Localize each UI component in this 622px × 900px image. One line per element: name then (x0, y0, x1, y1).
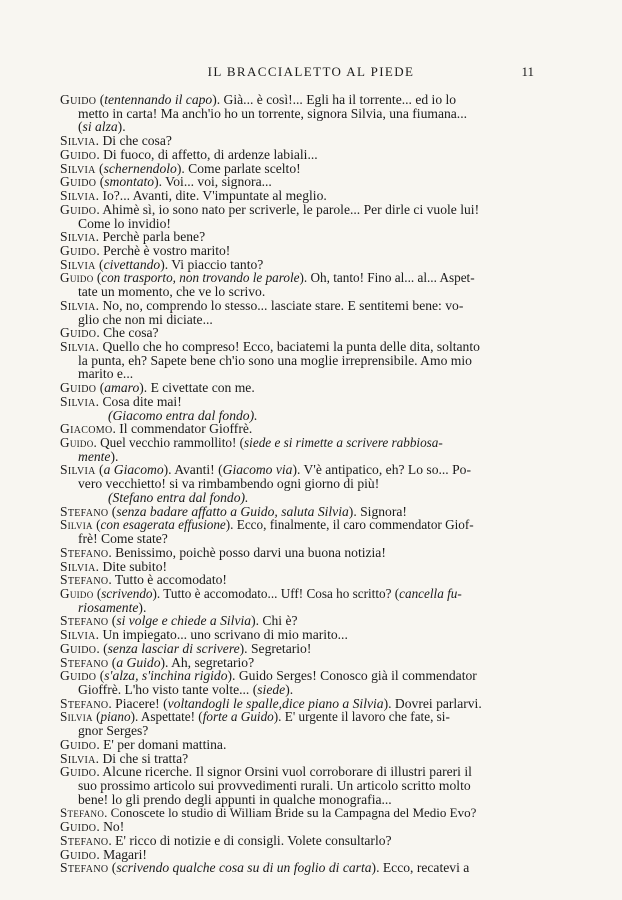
dialogue-run: . E' per domani mattina. (96, 736, 227, 752)
dialogue-run: . Ahimè sì, io sono nato per scriverle, le parole... Per dirle ci vuole lui! (96, 201, 480, 217)
stage-direction: si volge e chiede a Silvia (116, 613, 252, 629)
dialogue-run: ( (93, 270, 102, 286)
dialogue-run: ). (138, 599, 147, 615)
dialogue-run: ( (108, 503, 117, 519)
running-title: IL BRACCIALETTO AL PIEDE (207, 64, 415, 79)
dialogue-run: la punta, eh? Sapete bene ch'io sono una moglie irreprensibile. Amo mio (78, 352, 472, 368)
stage-direction: piano (100, 709, 131, 725)
stage-direction: tentennando il capo (104, 92, 213, 107)
stage-direction: riosamente (78, 599, 139, 615)
dialogue-run: . Il commendator Gioffrè. (112, 421, 253, 437)
dialogue-run: suo prossimo articolo sui provvedimenti rurali. Un articolo scritto molto (78, 778, 471, 793)
dialogue-run: ( (96, 92, 105, 107)
dialogue-run: ). Avanti! ( (163, 462, 223, 478)
dialogue-run: . Che cosa? (96, 325, 159, 341)
stage-direction: voltandogli le spalle,dice piano a Silvia (167, 695, 384, 711)
dialogue-run: Come lo invidio! (78, 215, 171, 231)
text-line (78, 106, 467, 122)
dialogue-run: ). Guido Serges! Conosco già il commendator (227, 668, 477, 684)
dialogue-run: . Dite subito! (95, 558, 168, 574)
speaker-name: Stefano (60, 544, 109, 560)
dialogue-run: ). Ecco, recatevi a (371, 860, 470, 876)
speaker-name: Silvia (60, 297, 96, 313)
stage-direction: siede e si rimette a scrivere rabbiosa- (244, 435, 443, 450)
dialogue-run: . Un impiegato... uno scrivano di mio marito... (95, 627, 348, 643)
dialogue-run: . ( (96, 640, 108, 656)
speaker-name: Stefano (60, 654, 109, 670)
dialogue-run: . Piacere! ( (108, 695, 168, 711)
dialogue-run: ( (96, 174, 105, 190)
dialogue-run: . E' ricco di notizie e di consigli. Volete consultarlo? (108, 832, 392, 848)
dialogue-run: . Perchè parla bene? (95, 229, 206, 245)
dialogue-run: ). Ah, segretario? (160, 654, 255, 670)
text-line (60, 860, 469, 876)
speaker-name: Silvia (60, 160, 96, 176)
dialogue-run: ). (285, 682, 294, 697)
dialogue-run: . Conoscete lo studio di William Bride su la Campagna del Medio Evo? (104, 805, 477, 821)
speaker-name: Silvia (60, 339, 96, 354)
stage-direction: scrivendo qualche cosa su di un foglio di carta (116, 860, 372, 876)
speaker-name: Giacomo (60, 421, 113, 437)
stage-direction: con trasporto, non trovando le parole (101, 270, 300, 286)
stage-direction: schernendolo (103, 160, 177, 176)
stage-direction: senza badare affatto a Guido, saluta Silvia (116, 503, 349, 519)
speaker-name: Guido (60, 819, 97, 835)
speaker-name: Guido (60, 668, 97, 684)
dialogue-run: ). Oh, tanto! Fino al... al... Aspet- (299, 270, 475, 286)
dialogue-run: . Cosa dite mai! (95, 393, 182, 409)
speaker-name: Stefano (60, 503, 109, 519)
dialogue-run: ). E civettate con me. (139, 380, 255, 396)
speaker-name: Guido (60, 92, 97, 107)
stage-direction: cancella fu- (399, 585, 462, 601)
speaker-name: Silvia (60, 750, 96, 766)
stage-direction: s'alza, s'inchina rigido (104, 668, 228, 684)
stage-direction: a Giacomo (103, 462, 164, 478)
dialogue-run: ). Dovrei parlarvi. (383, 695, 482, 711)
dialogue-run: . Quello che ho compreso! Ecco, baciatemi la punta delle dita, soltanto (95, 339, 480, 354)
speaker-name: Silvia (60, 188, 96, 203)
speaker-name: Silvia (60, 462, 96, 478)
dialogue-run: . Benissimo, poichè posso darvi una buona notizia! (108, 544, 386, 560)
dialogue-run: metto in carta! Ma anch'io ho un torrente, signora Silvia, una fiumana... (78, 105, 468, 121)
dialogue-run: ). Signora! (348, 503, 407, 519)
speaker-name: Guido (60, 736, 97, 752)
dialogue-run: ). Tutto è accomodato... Uff! Cosa ho scritto? ( (152, 585, 400, 601)
speaker-name: Silvia (60, 393, 96, 409)
speaker-name: Silvia (60, 558, 96, 574)
dialogue-run: tate un momento, che ve lo scrivo. (78, 284, 266, 300)
dialogue-run: . Di che si tratta? (95, 750, 189, 766)
speaker-name: Guido (60, 846, 97, 862)
dialogue-run: . Tutto è accomodato! (108, 572, 227, 588)
dialogue-run: . Io?... Avanti, dite. V'impuntate al meglio. (95, 188, 327, 203)
dialogue-run: ( (93, 585, 102, 601)
dialogue-run: ( (95, 160, 104, 176)
dialogue-run: ( (95, 462, 104, 478)
dialogue-run: frè! Come state? (78, 531, 168, 546)
speaker-name: Guido (60, 640, 97, 656)
stage-direction: forte a Guido (202, 709, 274, 725)
dialogue-run: ). V'è antipatico, eh? Lo so... Po- (292, 462, 471, 478)
dialogue-run: ). Ecco, finalmente, il caro commendator Giof- (225, 517, 474, 533)
dialogue-run: ). E' urgente il lavoro che fate, si- (273, 709, 450, 725)
stage-direction: mente (78, 448, 111, 464)
speaker-name: Silvia (60, 229, 96, 245)
text-line (78, 353, 472, 369)
dialogue-run: ). (110, 448, 119, 464)
dialogue-run: ( (92, 709, 101, 725)
speaker-name: Guido (60, 201, 97, 217)
dialogue-run: ( (78, 119, 83, 135)
dialogue-run: ). Voi... voi, signora... (154, 174, 272, 190)
speaker-name: Guido (60, 435, 94, 450)
speaker-name: Guido (60, 146, 97, 162)
speaker-name: Stefano (60, 695, 109, 711)
stage-direction: si alza (82, 119, 118, 135)
stage-direction: (Stefano entra dal fondo). (108, 489, 249, 505)
speaker-name: Stefano (60, 860, 109, 876)
stage-direction: siede (257, 682, 286, 697)
speaker-name: Guido (60, 764, 97, 780)
speaker-name: Guido (60, 270, 94, 286)
speaker-name: Silvia (60, 133, 96, 149)
speaker-name: Silvia (60, 709, 93, 725)
dialogue-run: . No, no, comprendo lo stesso... lasciate stare. E sentitemi bene: vo- (95, 297, 464, 313)
dialogue-run: vero vecchietto! si va rimbambendo ogni giorno di più! (78, 476, 380, 492)
dialogue-run: ). Chi è? (251, 613, 298, 629)
stage-direction: con esagerata effusione (100, 517, 226, 533)
dialogue-run: ( (108, 654, 117, 670)
speaker-name: Silvia (60, 256, 96, 272)
dialogue-run: . Alcune ricerche. Il signor Orsini vuol corroborare di illustri pareri il (96, 764, 472, 780)
speaker-name: Guido (60, 174, 97, 190)
stage-direction: a Guido (116, 654, 161, 670)
dialogue-run: ( (108, 613, 117, 629)
dialogue-run: ). Aspettate! ( (130, 709, 203, 725)
speaker-name: Guido (60, 325, 97, 341)
speaker-name: Stefano (60, 613, 109, 629)
stage-direction: civettando (103, 256, 161, 272)
stage-direction: scrivendo (101, 585, 153, 601)
stage-direction: amaro (104, 380, 140, 396)
running-head (0, 64, 622, 84)
speaker-name: Stefano (60, 832, 109, 848)
dialogue-run: ( (95, 256, 104, 272)
dialogue-run: . No! (96, 819, 125, 835)
dialogue-run: . Perchè è vostro marito! (96, 242, 231, 258)
dialogue-run: ( (96, 668, 105, 684)
speaker-name: Guido (60, 380, 97, 396)
dialogue-run: ( (96, 380, 105, 396)
speaker-name: Guido (60, 585, 94, 601)
dialogue-run: Gioffrè. L'ho visto tante volte... ( (78, 682, 258, 697)
dialogue-run: ). (117, 119, 126, 135)
speaker-name: Guido (60, 242, 97, 258)
speaker-name: Stefano (60, 805, 105, 821)
dialogue-run: ( (108, 860, 117, 876)
dialogue-run: . Di fuoco, di affetto, di ardenze labiali... (96, 146, 318, 162)
speaker-name: Stefano (60, 572, 109, 588)
stage-direction: Giacomo via (222, 462, 293, 478)
speaker-name: Silvia (60, 517, 93, 533)
dialogue-run: marito e... (78, 366, 134, 382)
dialogue-run: ( (92, 517, 101, 533)
dialogue-run: ). Vi piaccio tanto? (160, 256, 264, 272)
dialogue-run: ). Come parlate scelto! (176, 160, 301, 176)
dialogue-run: bene! lo gli prendo degli appunti in qualche monografia... (78, 791, 392, 807)
page-number: 11 (521, 64, 534, 79)
stage-direction: smontato (104, 174, 155, 190)
dialogue-run: ). Già... è così!... Egli ha il torrente... ed io lo (212, 92, 457, 107)
stage-direction: (Giacomo entra dal fondo). (108, 407, 258, 423)
dialogue-run: ). Segretario! (239, 640, 312, 656)
dialogue-run: . Quel vecchio rammollito! ( (93, 435, 245, 450)
speaker-name: Silvia (60, 627, 96, 643)
dialogue-run: glio che non mi diciate... (78, 311, 213, 327)
dialogue-run: . Di che cosa? (95, 133, 172, 149)
stage-direction: senza lasciar di scrivere (107, 640, 240, 656)
dialogue-run: . Magari! (96, 846, 147, 862)
dialogue-run: gnor Serges? (78, 723, 149, 739)
